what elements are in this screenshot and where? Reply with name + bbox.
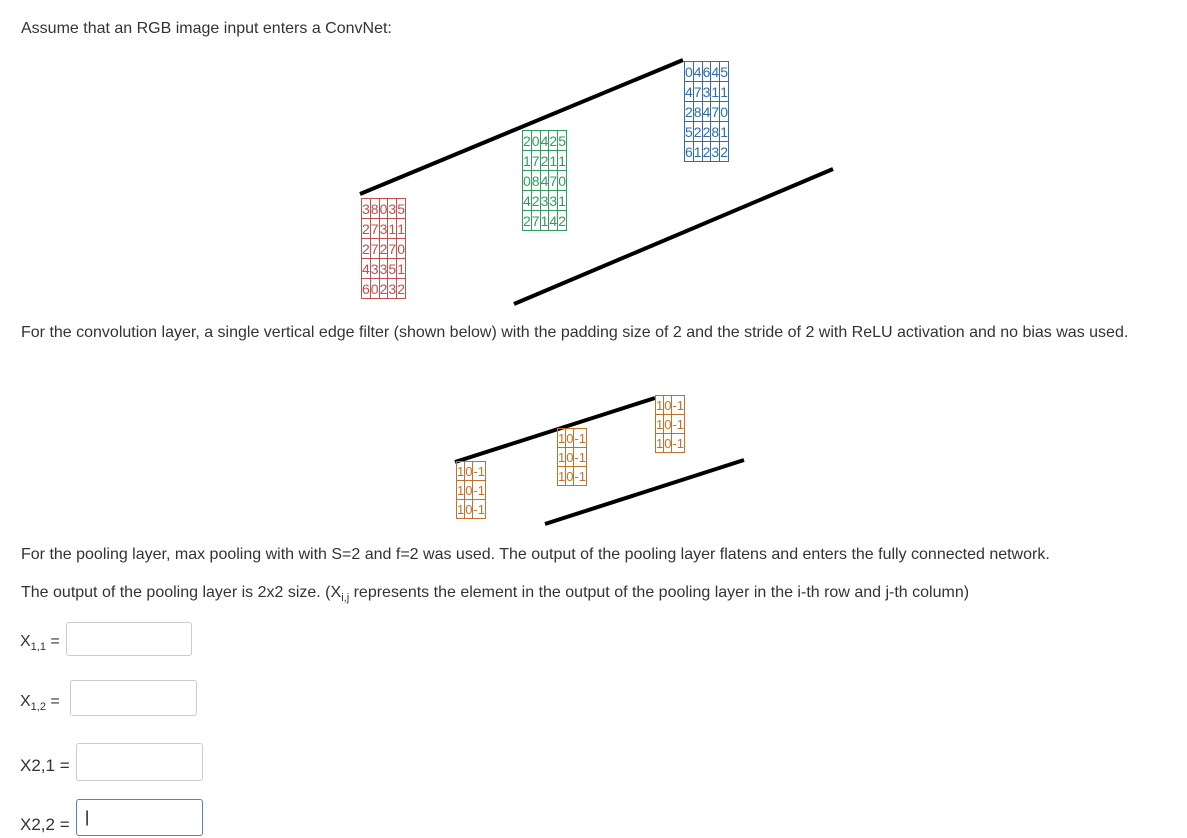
blue-channel-cell: 2: [720, 143, 728, 160]
blue-channel-cell: 5: [685, 123, 693, 140]
blue-channel-cell: 1: [720, 123, 728, 140]
filter-3-cell: 0: [465, 501, 473, 517]
green-channel-cell: 4: [523, 192, 531, 209]
green-channel-cell: 0: [531, 132, 540, 149]
blue-channel-cell: 2: [702, 143, 711, 160]
blue-channel-cell: 4: [685, 83, 693, 100]
filter-3-row: [457, 500, 486, 519]
red-channel-cell: 1: [397, 220, 405, 237]
red-channel-cell: 7: [388, 240, 397, 257]
filter-2-row: [558, 429, 587, 448]
blue-channel-cell: 2: [693, 123, 702, 140]
red-channel-cell: 0: [370, 280, 379, 297]
red-channel-cell: 1: [397, 260, 405, 277]
green-channel-cell: 4: [540, 172, 549, 189]
red-channel-cell: 3: [362, 200, 370, 217]
filter-2-cell: 1: [558, 430, 566, 446]
blue-channel-cell: 7: [711, 103, 720, 120]
blue-channel-cell: 2: [702, 123, 711, 140]
green-channel-cell: 3: [549, 192, 558, 209]
red-channel-cell: 3: [388, 200, 397, 217]
red-channel-cell: 3: [379, 220, 388, 237]
green-channel-cell: 2: [523, 132, 531, 149]
blue-channel-cell: 6: [685, 143, 693, 160]
red-channel-cell: 3: [379, 260, 388, 277]
green-channel-cell: 1: [523, 152, 531, 169]
answer-label-x21: X2,1 =: [20, 756, 70, 775]
red-channel-cell: 4: [362, 260, 370, 277]
answer-label-x11: $X_{1,1}$ =: [20, 633, 60, 654]
red-channel-cell: 5: [397, 200, 405, 217]
green-channel-cell: 1: [549, 152, 558, 169]
blue-channel-cell: 0: [685, 63, 693, 80]
red-channel-cell: 2: [362, 240, 370, 257]
filter-1-cell: -1: [672, 397, 685, 413]
green-channel-cell: 0: [558, 172, 566, 189]
blue-channel-cell: 4: [702, 103, 711, 120]
green-channel-cell: 2: [558, 212, 566, 229]
filter-2-cell: -1: [574, 449, 587, 465]
red-channel-cell: 0: [379, 200, 388, 217]
filter-2-row: [558, 448, 587, 467]
green-channel-cell: 1: [558, 192, 566, 209]
filter-2-row: [558, 467, 587, 486]
filter-3-cell: 1: [457, 463, 465, 479]
red-channel-cell: 2: [379, 280, 388, 297]
green-channel-cell: 8: [531, 172, 540, 189]
filter-2-cell: 1: [558, 468, 566, 484]
blue-channel-cell: 1: [711, 83, 720, 100]
filter-3-cell: -1: [473, 463, 486, 479]
filter-channel-3: [456, 461, 486, 519]
answer-label-x12: $X_{1,2}$ =: [20, 693, 60, 714]
answer-input-x21[interactable]: [76, 743, 203, 781]
green-channel-cell: 1: [558, 152, 566, 169]
green-channel-cell: 2: [549, 132, 558, 149]
green-channel-cell: 4: [549, 212, 558, 229]
answer-input-x11[interactable]: [66, 622, 192, 656]
pooling-description: For the pooling layer, max pooling with with S=2 and f=2 was used. The output of the pooling layer flatens and enters the fully connected network.: [21, 546, 1050, 563]
green-channel-cell: 0: [523, 172, 531, 189]
green-channel-cell: 2: [540, 152, 549, 169]
blue-channel-cell: 7: [693, 83, 702, 100]
blue-channel-cell: 3: [702, 83, 711, 100]
green-channel-cell: 3: [540, 192, 549, 209]
intro-text: Assume that an RGB image input enters a ConvNet:: [21, 20, 392, 37]
blue-channel-cell: 1: [720, 83, 728, 100]
red-channel-cell: 7: [370, 220, 379, 237]
blue-channel-cell: 6: [702, 63, 711, 80]
blue-channel-cell: 8: [693, 103, 702, 120]
answer-label-x22: X2,2 =: [20, 815, 70, 834]
filter-1-cell: -1: [672, 435, 685, 451]
green-channel-cell: 7: [549, 172, 558, 189]
filter-1-cell: -1: [672, 416, 685, 432]
red-channel-cell: 1: [388, 220, 397, 237]
blue-channel-cell: 1: [693, 143, 702, 160]
blue-channel-cell: 3: [711, 143, 720, 160]
filter-1-cell: 1: [656, 435, 664, 451]
red-channel-cell: 2: [379, 240, 388, 257]
red-channel-cell: 6: [362, 280, 370, 297]
filter-1-row: [656, 434, 685, 453]
filter-1-cell: 1: [656, 416, 664, 432]
filter-1-cell: 0: [664, 416, 672, 432]
green-channel-cell: 1: [540, 212, 549, 229]
blue-channel-cell: 2: [685, 103, 693, 120]
green-channel-cell: 7: [531, 152, 540, 169]
filter-1-row: [656, 415, 685, 434]
filter-3-cell: -1: [473, 482, 486, 498]
red-channel-cell: 3: [388, 280, 397, 297]
blue-channel-cell: 8: [711, 123, 720, 140]
blue-channel-cell: 4: [693, 63, 702, 80]
filter-2-cell: 1: [558, 449, 566, 465]
filter-1-cell: 1: [656, 397, 664, 413]
filter-3-row: [457, 481, 486, 500]
answer-input-x12[interactable]: [70, 680, 197, 716]
green-channel-cell: 4: [540, 132, 549, 149]
red-channel-cell: 8: [370, 200, 379, 217]
answer-input-x22[interactable]: [76, 799, 203, 836]
filter-1-row: [656, 396, 685, 415]
blue-channel-cell: 0: [720, 103, 728, 120]
filter-1-cell: 0: [664, 397, 672, 413]
filter-3-cell: 1: [457, 501, 465, 517]
filter-3-cell: 1: [457, 482, 465, 498]
filter-3-row: [457, 462, 486, 481]
filter-channel-2: [557, 428, 587, 486]
filter-2-cell: -1: [574, 430, 587, 446]
red-channel-cell: 2: [397, 280, 405, 297]
red-channel-cell: 5: [388, 260, 397, 277]
conv-description: For the convolution layer, a single vertical edge filter (shown below) with the padding size of 2 and the stride of 2 with ReLU activation and no bias was used.: [21, 324, 1129, 341]
filter-2-cell: 0: [566, 468, 574, 484]
output-description: The output of the pooling layer is 2x2 size. ($X_{i,j}$ represents the element in the output of the pooling layer in the i-th row and j-th column): [21, 584, 970, 605]
red-channel-cell: 3: [370, 260, 379, 277]
blue-channel-cell: 4: [711, 63, 720, 80]
green-channel-cell: 5: [558, 132, 566, 149]
filter-3-cell: 0: [465, 482, 473, 498]
red-channel-cell: 2: [362, 220, 370, 237]
filter-2-cell: 0: [566, 449, 574, 465]
filter-channel-1: [655, 395, 685, 453]
filter-2-cell: 0: [566, 430, 574, 446]
green-channel-cell: 2: [531, 192, 540, 209]
filter-3-cell: -1: [473, 501, 486, 517]
filter-2-cell: -1: [574, 468, 587, 484]
green-channel-cell: 2: [523, 212, 531, 229]
filter-1-cell: 0: [664, 435, 672, 451]
green-channel-cell: 7: [531, 212, 540, 229]
filter-3-cell: 0: [465, 463, 473, 479]
red-channel-cell: 7: [370, 240, 379, 257]
blue-channel-cell: 5: [720, 63, 728, 80]
red-channel-cell: 0: [397, 240, 405, 257]
